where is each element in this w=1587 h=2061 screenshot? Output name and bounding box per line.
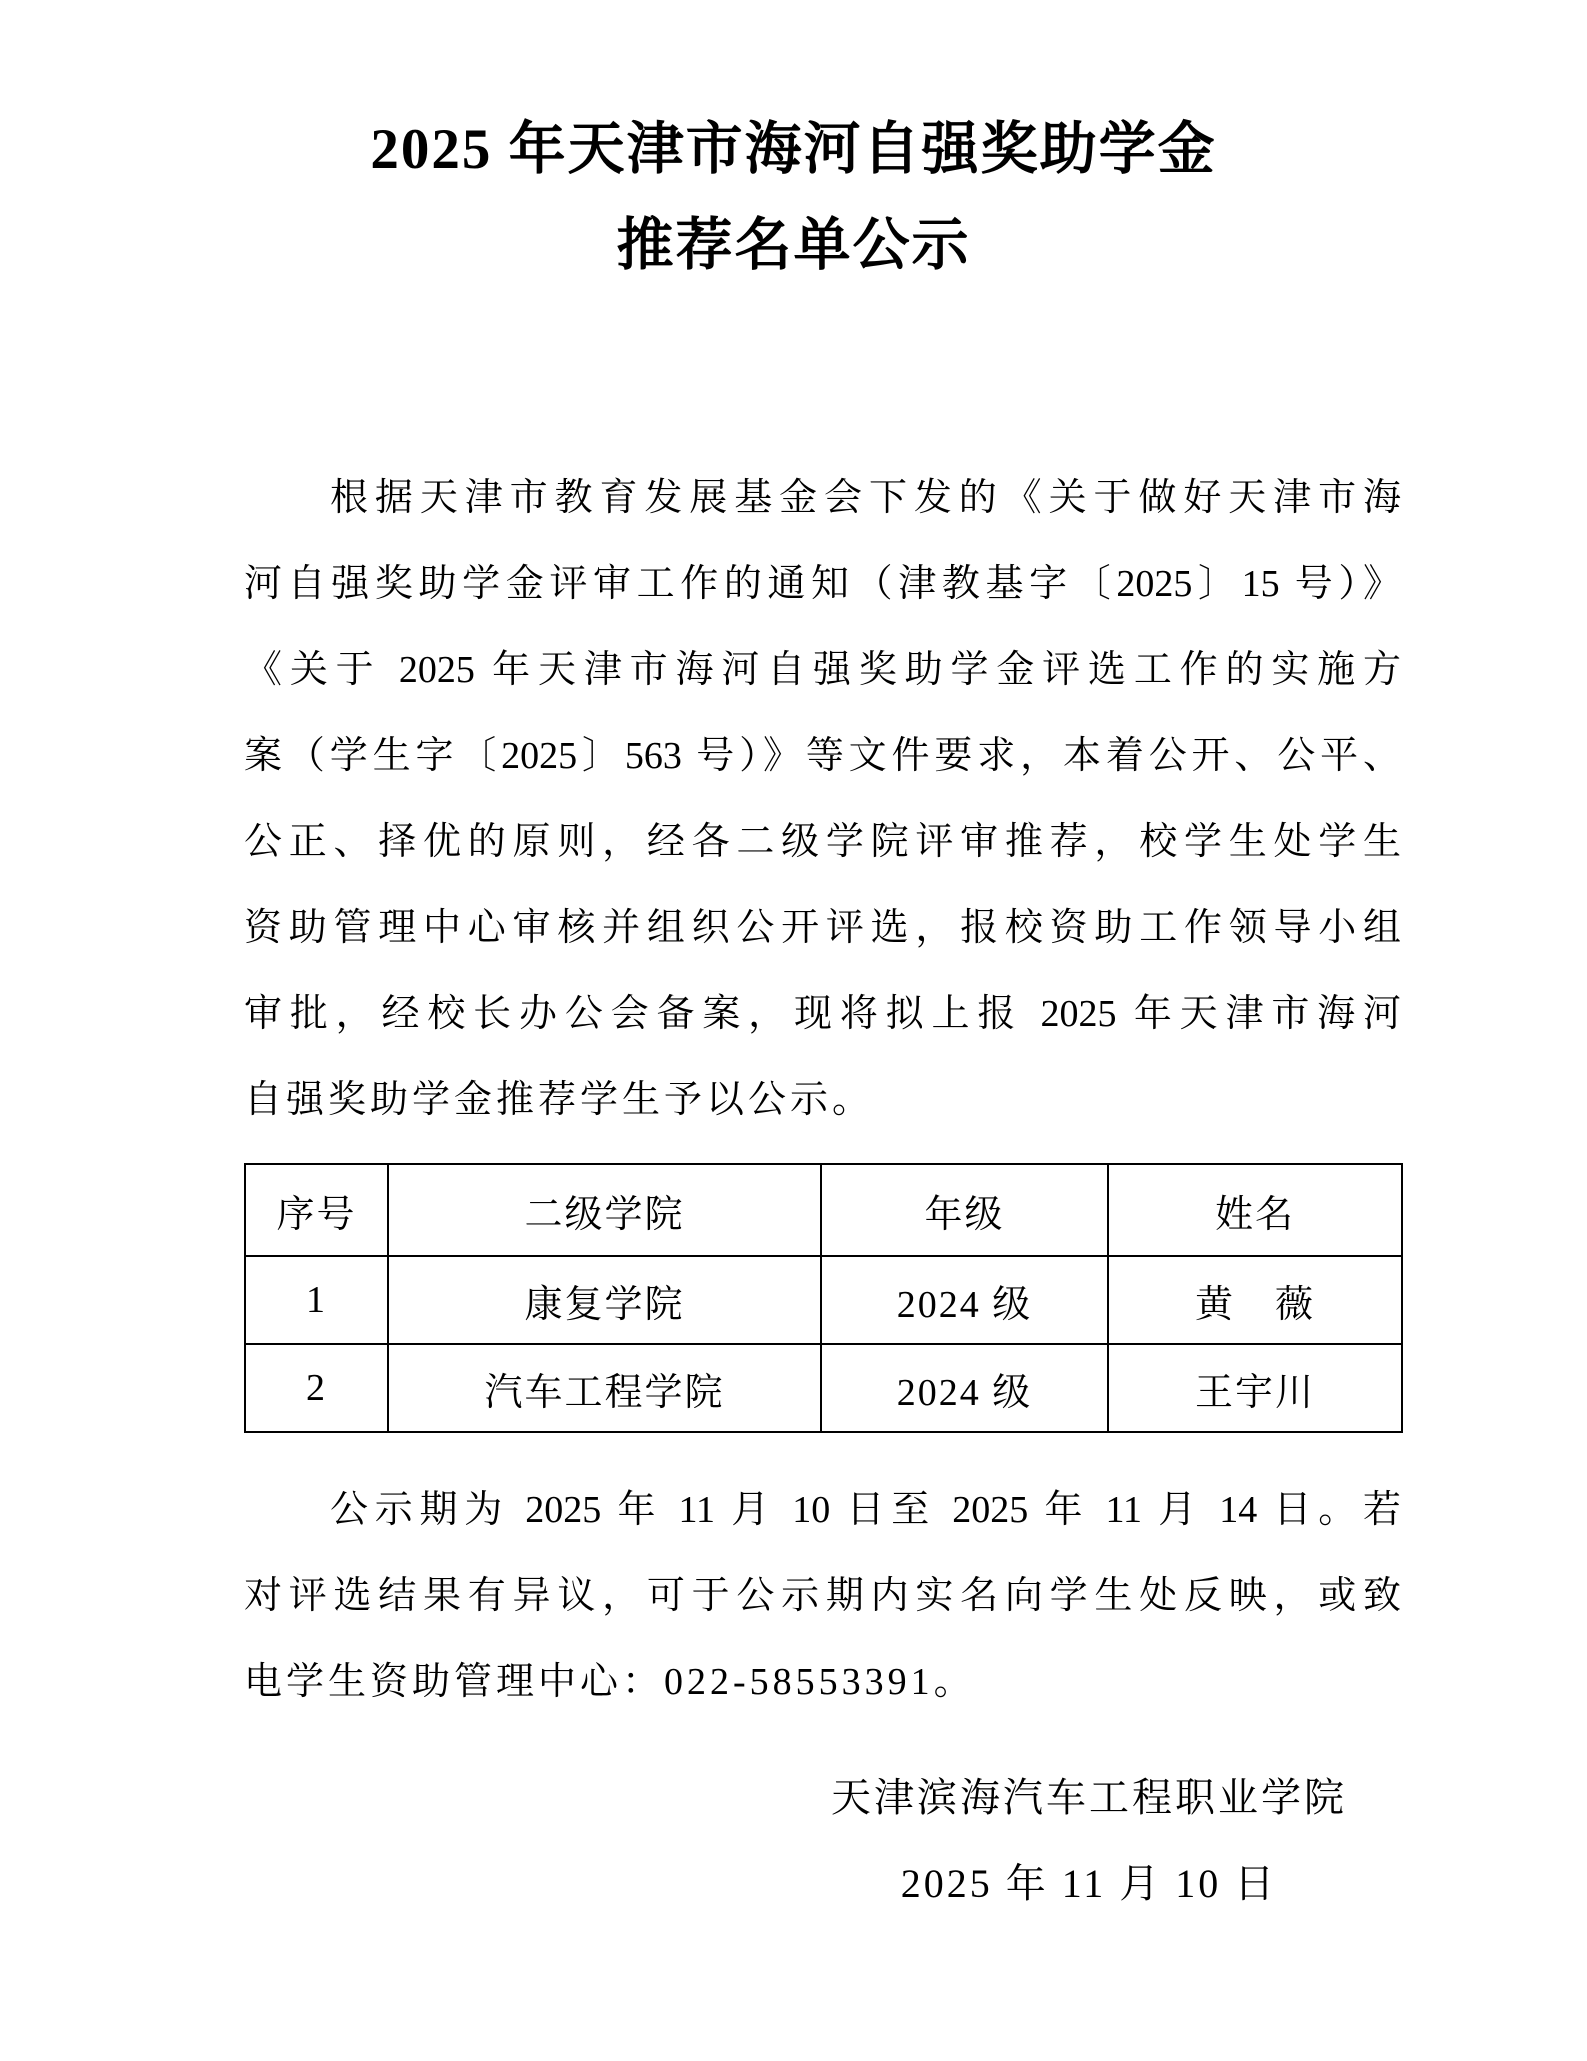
body-line: 资助管理中心审核并组织公开评选，报校资助工作领导小组 — [244, 907, 1401, 949]
table-header-row — [245, 1164, 1402, 1256]
table-header-cell: 姓名 — [1108, 1164, 1402, 1256]
table-header-cell: 二级学院 — [388, 1164, 821, 1256]
signature-date: 2025 年 11 月 10 日 — [900, 1861, 1278, 1906]
signature-institution: 天津滨海汽车工程职业学院 — [831, 1775, 1347, 1820]
table-cell: 黄 薇 — [1108, 1256, 1402, 1344]
document-title — [0, 102, 1587, 294]
body-line: 根据天津市教育发展基金会下发的《关于做好天津市海 — [330, 477, 1401, 519]
body-line: 电学生资助管理中心：022-58553391。 — [244, 1661, 976, 1703]
table-row — [245, 1256, 1402, 1344]
table-cell: 1 — [245, 1256, 388, 1344]
body-paragraph-2 — [244, 1467, 1401, 1725]
table-cell: 王宇川 — [1108, 1344, 1402, 1432]
table-row — [245, 1344, 1402, 1432]
body-line: 公正、择优的原则，经各二级学院评审推荐，校学生处学生 — [244, 821, 1401, 863]
body-line: 《关于 2025 年天津市海河自强奖助学金评选工作的实施方 — [244, 649, 1401, 691]
table-cell: 汽车工程学院 — [388, 1344, 821, 1432]
table-head — [245, 1164, 1402, 1256]
body-line: 案（学生字〔2025〕563 号）》等文件要求，本着公开、公平、 — [244, 735, 1401, 777]
table-header-cell: 年级 — [821, 1164, 1108, 1256]
table-body — [245, 1256, 1402, 1432]
body-paragraph-1 — [244, 455, 1401, 1143]
body-line: 自强奖助学金推荐学生予以公示。 — [244, 1079, 875, 1121]
table-cell: 2 — [245, 1344, 388, 1432]
table-cell: 2024 级 — [821, 1344, 1108, 1432]
body-line: 河自强奖助学金评审工作的通知（津教基字〔2025〕15 号）》 — [244, 563, 1401, 605]
body-line: 审批，经校长办公会备案，现将拟上报 2025 年天津市海河 — [244, 993, 1401, 1035]
table-header-cell: 序号 — [245, 1164, 388, 1256]
body-line: 对评选结果有异议，可于公示期内实名向学生处反映，或致 — [244, 1575, 1401, 1617]
title-line-1: 2025 年天津市海河自强奖助学金 — [370, 118, 1217, 181]
body-line: 公示期为 2025 年 11 月 10 日至 2025 年 11 月 14 日。若 — [330, 1489, 1401, 1531]
table-cell: 2024 级 — [821, 1256, 1108, 1344]
title-line-2: 推荐名单公示 — [616, 214, 971, 277]
signature-block — [831, 1755, 1347, 1927]
recommendation-table — [244, 1163, 1403, 1433]
table-cell: 康复学院 — [388, 1256, 821, 1344]
